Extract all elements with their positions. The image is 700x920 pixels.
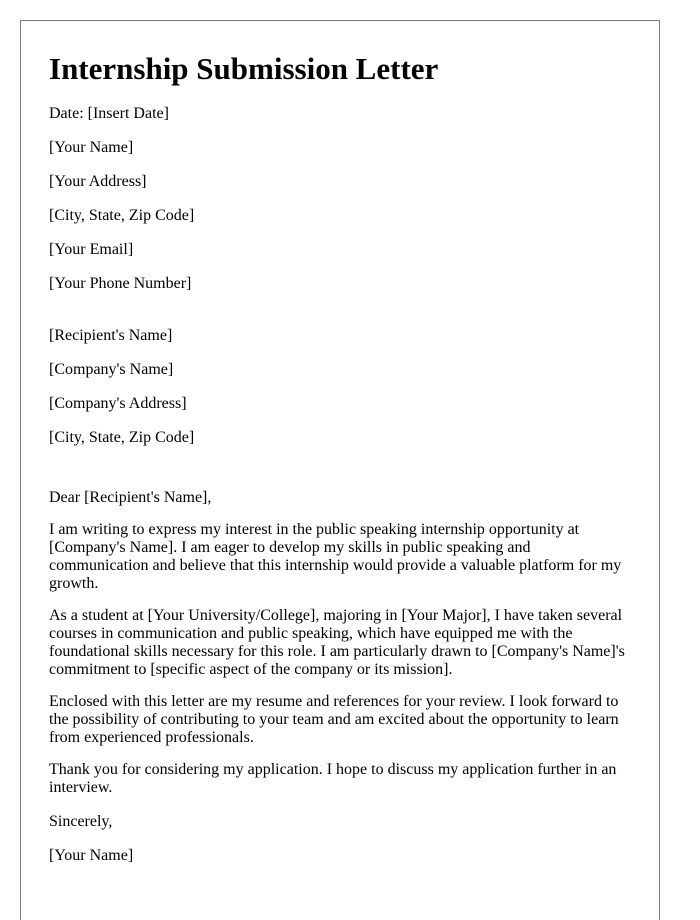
body-paragraph-thanks: Thank you for considering my application. I hope to discuss my application further in an interview.	[49, 761, 617, 796]
company-address: [Company's Address]	[49, 395, 187, 412]
date-line: Date: [Insert Date]	[49, 105, 169, 122]
recipient-block	[49, 327, 631, 447]
sender-city-state-zip: [City, State, Zip Code]	[49, 207, 195, 224]
sender-phone: [Your Phone Number]	[49, 275, 192, 292]
body-paragraph-enclosure: Enclosed with this letter are my resume and references for your review. I look forward to the possibility of contributing to your team and am excited about the opportunity to learn from experienced professionals.	[49, 693, 619, 746]
sender-email: [Your Email]	[49, 241, 134, 258]
letter-page	[20, 20, 660, 920]
recipient-city-state-zip: [City, State, Zip Code]	[49, 429, 195, 446]
body-paragraph-intro: I am writing to express my interest in the public speaking internship opportunity at [Company's Name]. I am eager to develop my skills in public speaking and communication and believe that this internship would provide a valuable platform for my growth.	[49, 521, 622, 592]
company-name: [Company's Name]	[49, 361, 174, 378]
salutation: Dear [Recipient's Name],	[49, 489, 212, 506]
sender-name: [Your Name]	[49, 139, 134, 156]
sender-address: [Your Address]	[49, 173, 147, 190]
letter-title: Internship Submission Letter	[49, 51, 439, 86]
closing: Sincerely,	[49, 813, 113, 830]
body-paragraph-background: As a student at [Your University/College], majoring in [Your Major], I have taken several courses in communication and public speaking, which have equipped me with the foundational skills necessary for this role. I am particularly drawn to [Company's Name]'s commitment to [specific aspect of the company or its mission].	[49, 607, 625, 678]
sender-block	[49, 105, 631, 293]
signature: [Your Name]	[49, 847, 134, 864]
recipient-name: [Recipient's Name]	[49, 327, 173, 344]
